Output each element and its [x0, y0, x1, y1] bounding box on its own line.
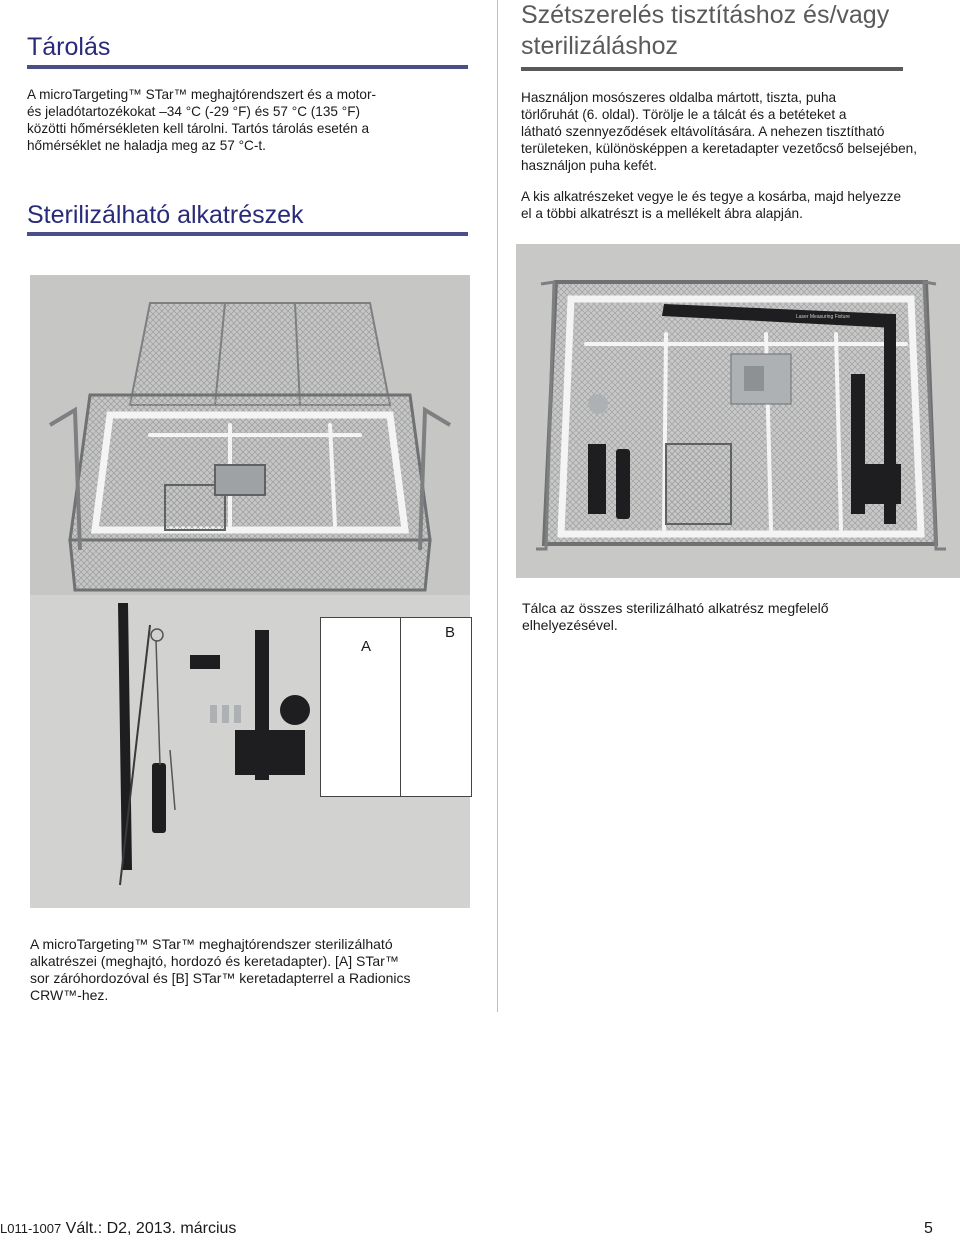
cleaning-line: területeken, különösképpen a keretadapter vezetőcső belsejében, — [521, 141, 917, 156]
tray-photo — [516, 244, 960, 578]
revision: Vált.: D2, 2013. március — [65, 1220, 237, 1237]
tray-illustration — [516, 244, 960, 578]
label-b-box — [400, 617, 472, 797]
cleaning-line: látható szennyeződések eltávolítására. A nehezen tisztítható — [521, 124, 885, 139]
storage-paragraph — [27, 86, 472, 154]
fixture-label: Laser Measuring Fixture — [796, 314, 850, 320]
doc-code: L011-1007 — [0, 1221, 62, 1236]
parts-caption-line: A microTargeting™ STar™ meghajtórendszer sterilizálható — [30, 936, 393, 952]
cleaning-paragraph — [521, 89, 951, 174]
disassembly-heading-line: sterilizáláshoz — [521, 32, 679, 60]
tray-caption-line: elhelyezésével. — [522, 617, 618, 633]
placement-paragraph — [521, 188, 951, 222]
placement-line: el a többi alkatrészt is a mellékelt ábra alapján. — [521, 206, 803, 221]
storage-line: közötti hőmérsékleten kell tárolni. Tartós tárolás esetén a — [27, 121, 370, 136]
tray-caption-line: Tálca az összes sterilizálható alkatrész megfelelő — [522, 600, 829, 616]
label-a-box — [320, 617, 402, 797]
storage-line: A microTargeting™ STar™ meghajtórendszert és a motor- — [27, 87, 377, 102]
parts-caption-line: sor záróhordozóval és [B] STar™ keretadapterrel a Radionics — [30, 970, 411, 986]
sterilizable-heading-rule — [27, 232, 468, 236]
disassembly-heading — [521, 0, 941, 62]
sterilizable-heading: Sterilizálható alkatrészek — [27, 201, 304, 229]
storage-heading: Tárolás — [27, 33, 111, 61]
label-b: B — [445, 624, 456, 641]
label-a: A — [361, 638, 372, 655]
page-number: 5 — [924, 1220, 933, 1237]
placement-line: A kis alkatrészeket vegye le és tegye a kosárba, majd helyezze — [521, 189, 902, 204]
storage-line: és jeladótartozékokat –34 °C (-29 °F) és 57 °C (135 °F) — [27, 104, 361, 119]
parts-caption-line: alkatrészei (meghajtó, hordozó és keretadapter). [A] STar™ — [30, 953, 399, 969]
cleaning-line: használjon puha kefét. — [521, 158, 658, 173]
basket-illustration — [30, 275, 470, 595]
storage-heading-rule — [27, 65, 468, 69]
basket-photo — [30, 275, 470, 595]
column-divider — [497, 0, 498, 1012]
storage-line: hőmérséklet ne haladja meg az 57 °C-t. — [27, 138, 266, 153]
parts-caption-line: CRW™-hez. — [30, 987, 109, 1003]
disassembly-heading-rule — [521, 67, 903, 71]
footer-left — [0, 1220, 236, 1238]
parts-caption — [30, 936, 470, 1004]
cleaning-line: Használjon mosószeres oldalba mártott, tiszta, puha — [521, 90, 837, 105]
cleaning-line: törlőruhát (6. oldal). Törölje le a tálcát és a betéteket a — [521, 107, 847, 122]
tray-caption — [522, 600, 942, 634]
disassembly-heading-line: Szétszerelés tisztításhoz és/vagy — [521, 1, 890, 29]
